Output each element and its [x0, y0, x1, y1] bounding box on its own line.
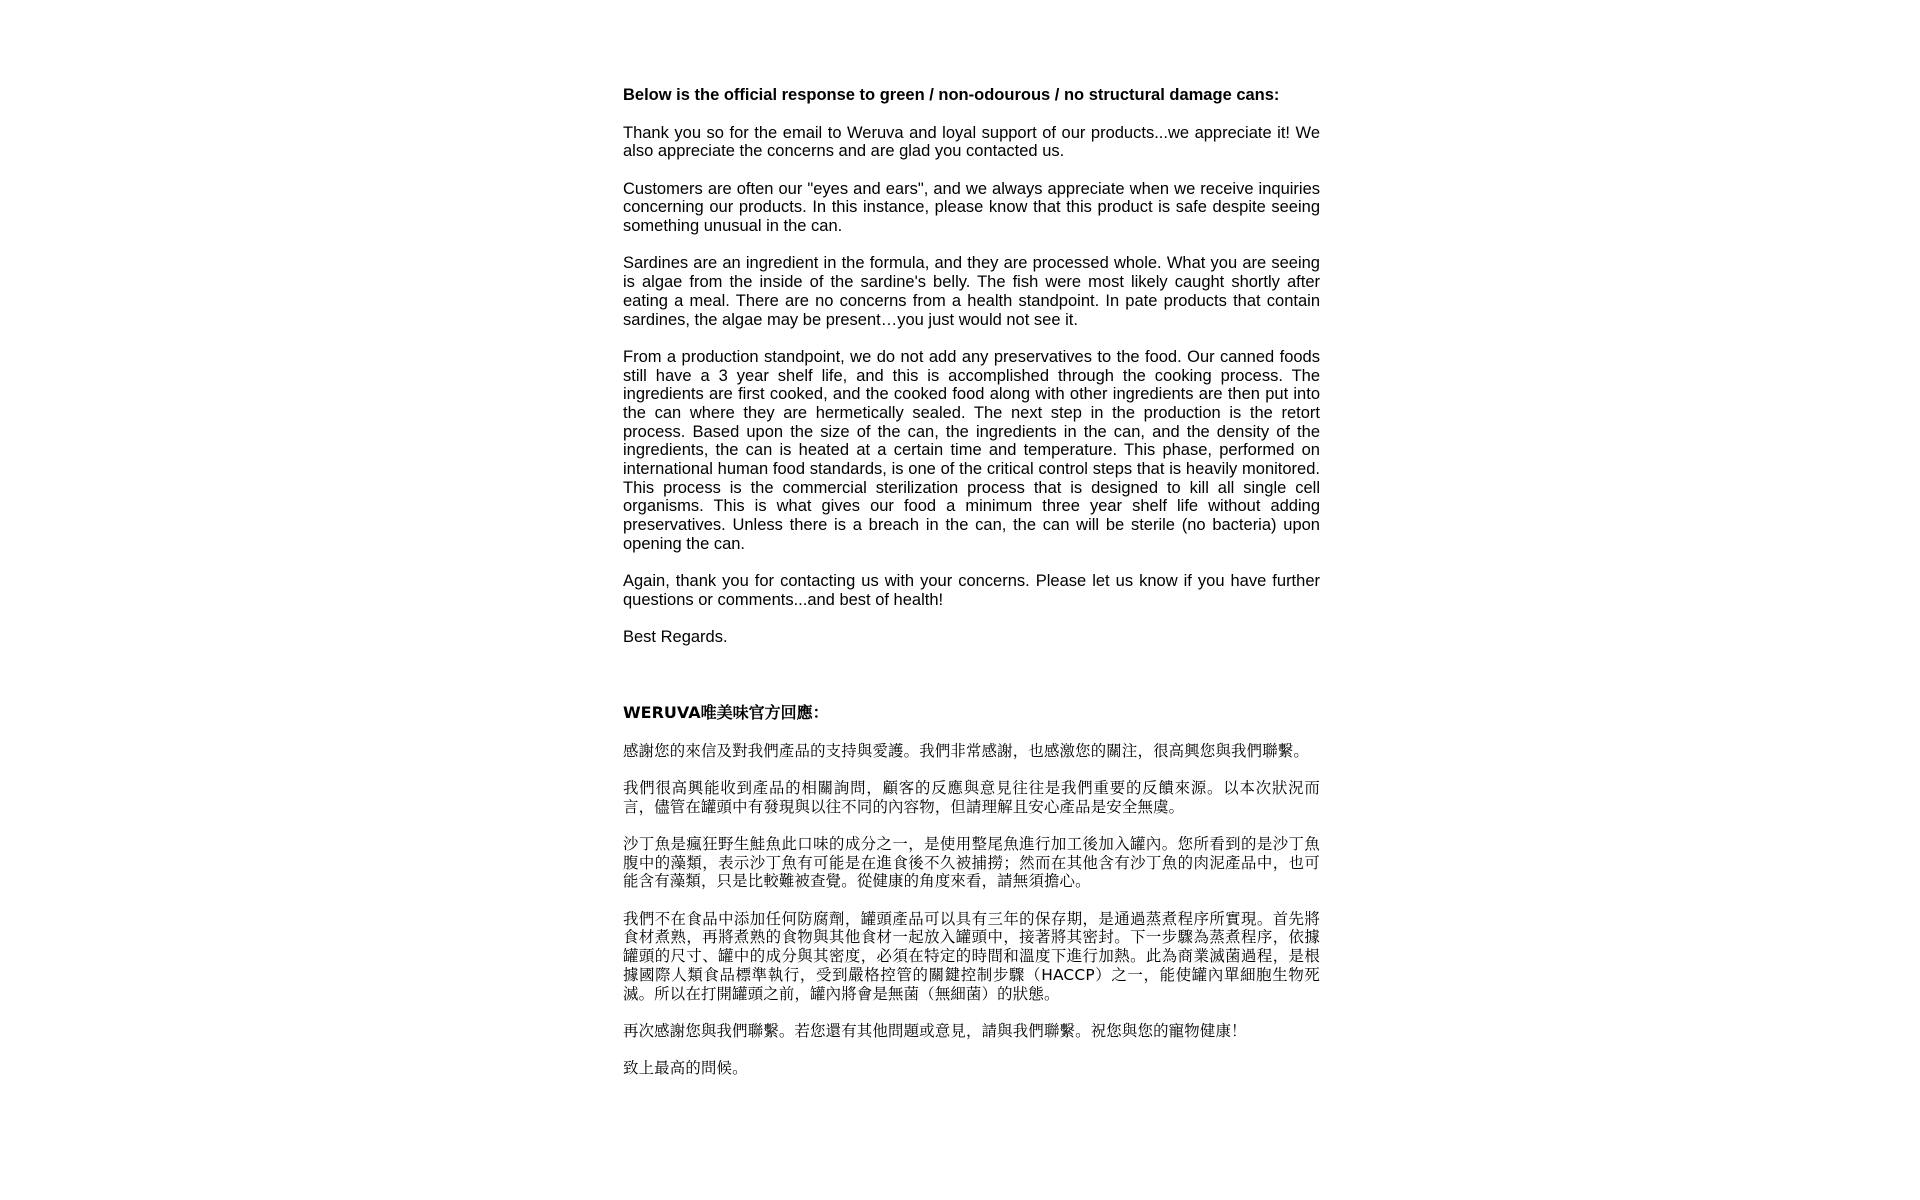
- chinese-heading: WERUVA唯美味官方回應：: [623, 703, 829, 722]
- chinese-response: [623, 704, 1320, 1096]
- english-paragraph-production: From a production standpoint, we do not add any preservatives to the food. Our canned foods still have a 3 year shelf life, and this is accomplished through the cooking process. The ingredients are first cooked, and the cooked food along with other ingredients are then put into the can where they are hermetically sealed. The next step in the production is the retort process. Based upon the size of the can, the ingredients in the can, and the density of the ingredients, the can is heated at a certain time and temperature. This phase, performed on international human food standards, is one of the critical control steps that is heavily monitored. This process is the commercial sterilization process that is designed to kill all single cell organisms. This is what gives our food a minimum three year shelf life without adding preservatives. Unless there is a breach in the can, the can will be sterile (no bacteria) upon opening the can.: [623, 347, 1320, 553]
- english-signoff: Best Regards.: [623, 628, 728, 647]
- english-paragraph-again: Again, thank you for contacting us with your concerns. Please let us know if you have further questions or comments...and best of health!: [623, 572, 1320, 609]
- english-heading: Below is the official response to green / non-odourous / no structural damage cans:: [623, 86, 1280, 104]
- english-paragraph-customers: Customers are often our "eyes and ears", and we always appreciate when we receive inquiries concerning our products. In this instance, please know that this product is safe despite seeing something unusual in the can.: [623, 179, 1320, 236]
- chinese-paragraph-customers: 我們很高興能收到產品的相關詢問，顧客的反應與意見往往是我們重要的反饋來源。以本次狀況而言，儘管在罐頭中有發現與以往不同的內容物，但請理解且安心產品是安全無虞。: [623, 779, 1320, 816]
- chinese-paragraph-production: 我們不在食品中添加任何防腐劑，罐頭產品可以具有三年的保存期，是通過蒸煮程序所實現。首先將食材煮熟，再將煮熟的食物與其他食材一起放入罐頭中，接著將其密封。下一步驟為蒸煮程序，依據罐頭的尺寸、罐中的成分與其密度，必須在特定的時間和溫度下進行加熱。此為商業滅菌過程，是根據國際人類食品標準執行，受到嚴格控管的關鍵控制步驟（HACCP）之一，能使罐內單細胞生物死滅。所以在打開罐頭之前，罐內將會是無菌（無細菌）的狀態。: [623, 909, 1320, 1003]
- chinese-paragraph-again: 再次感謝您與我們聯繫。若您還有其他問題或意見，請與我們聯繫。祝您與您的寵物健康！: [623, 1021, 1247, 1040]
- english-paragraph-thanks: Thank you so for the email to Weruva and loyal support of our products...we appreciate it! We also appreciate the concerns and are glad you contacted us.: [623, 123, 1320, 161]
- english-paragraph-sardines: Sardines are an ingredient in the formula, and they are processed whole. What you are seeing is algae from the inside of the sardine's belly. The fish were most likely caught shortly after eating a meal. There are no concerns from a health standpoint. In pate products that contain sardines, the algae may be present…you just would not see it.: [623, 254, 1320, 329]
- chinese-signoff: 致上最高的問候。: [623, 1059, 748, 1078]
- chinese-paragraph-sardines: 沙丁魚是瘋狂野生鮭魚此口味的成分之一，是使用整尾魚進行加工後加入罐內。您所看到的是沙丁魚腹中的藻類，表示沙丁魚有可能是在進食後不久被捕撈；然而在其他含有沙丁魚的肉泥產品中，也可能含有藻類，只是比較難被查覺。從健康的角度來看，請無須擔心。: [623, 835, 1320, 891]
- chinese-paragraph-thanks: 感謝您的來信及對我們產品的支持與愛護。我們非常感謝，也感激您的關注，很高興您與我們聯繫。: [623, 741, 1309, 760]
- english-response: [623, 86, 1320, 665]
